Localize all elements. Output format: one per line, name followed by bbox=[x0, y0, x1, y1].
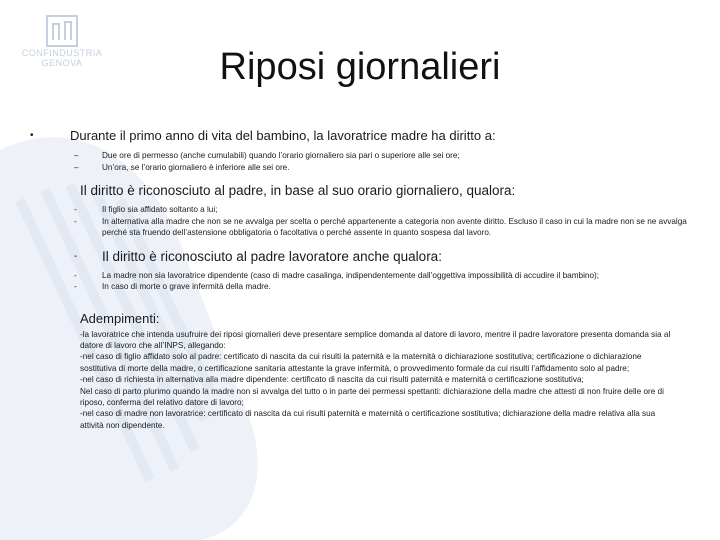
list-item: - Il figlio sia affidato soltanto a lui; bbox=[74, 205, 218, 214]
logo-text-line1: CONFINDUSTRIA bbox=[21, 48, 103, 58]
paragraph: -nel caso di richiesta in alternativa alla madre dipendente: certificato di nascita da cui risulti paternità e maternità o certificazione sostitutiva; bbox=[80, 375, 584, 385]
paragraph: -nel caso di figlio affidato solo al padre: certificato di nascita da cui risulti la paternità e la maternità o dichiarazione sostitutiva; certificazione o dichiarazione sostitutiva di morte della madre, o certificazione sanitaria attestante la grave infermità, o provvedimento formale da cui risulti l’affidamento solo al padre; bbox=[80, 352, 642, 373]
father-heading: Il diritto è riconosciuto al padre, in base al suo orario giornaliero, qualora: bbox=[80, 183, 516, 198]
intro-paragraph bbox=[30, 128, 700, 144]
list-item: – Due ore di permesso (anche cumulabili) quando l’orario giornaliero sia pari o superiore alle sei ore; bbox=[74, 151, 460, 160]
list-item: - In caso di morte o grave infermità della madre. bbox=[74, 282, 271, 291]
bullet-icon: • bbox=[30, 130, 34, 141]
list-item: - In alternativa alla madre che non se ne avvalga per scelta o perché appartenente a categoria non avente diritto. Escluso il caso in cui la madre non se ne avvalga perché sta fruendo dell’astensione obbligatoria o facoltativa o perché assente in quanto sospesa dal lavoro. bbox=[74, 216, 687, 237]
intro-text: Durante il primo anno di vita del bambino, la lavoratrice madre ha diritto a: bbox=[70, 128, 496, 143]
adempimenti-text bbox=[30, 329, 680, 432]
paragraph: -la lavoratrice che intenda usufruire dei riposi giornalieri deve presentare semplice domanda al datore di lavoro, mentre il padre lavoratore presenta domanda sia al datore di lavoro che all’INPS, allegando: bbox=[80, 329, 671, 350]
page-title: Riposi giornalieri bbox=[219, 46, 501, 88]
slide-content bbox=[30, 128, 700, 431]
list-item: – Un’ora, se l’orario giornaliero è inferiore alle sei ore. bbox=[74, 162, 290, 172]
paragraph: Nel caso di parto plurimo quando la madre non si avvalga del tutto o in parte dei permessi spettanti: dichiarazione della madre che attesti di non fruire delle ore di riposo, conferma del relativo datore di lavoro; bbox=[80, 386, 664, 407]
adempimenti-heading: Adempimenti: bbox=[80, 310, 160, 326]
logo-emblem-icon bbox=[45, 14, 79, 48]
father-worker-heading: - Il diritto è riconosciuto al padre lavoratore anche qualora: bbox=[74, 248, 442, 264]
list-item: - La madre non sia lavoratrice dipendente (caso di madre casalinga, indipendentemente dall’oggettiva impossibilità di accudire il bambino); bbox=[74, 270, 599, 280]
paragraph: -nel caso di madre non lavoratrice: certificato di nascita da cui risulti paternità e maternità o certificazione sostitutiva; dichiarazione della madre relativa alla sua attività non dipendente. bbox=[80, 409, 656, 430]
logo-text-line2: GENOVA bbox=[41, 58, 83, 68]
